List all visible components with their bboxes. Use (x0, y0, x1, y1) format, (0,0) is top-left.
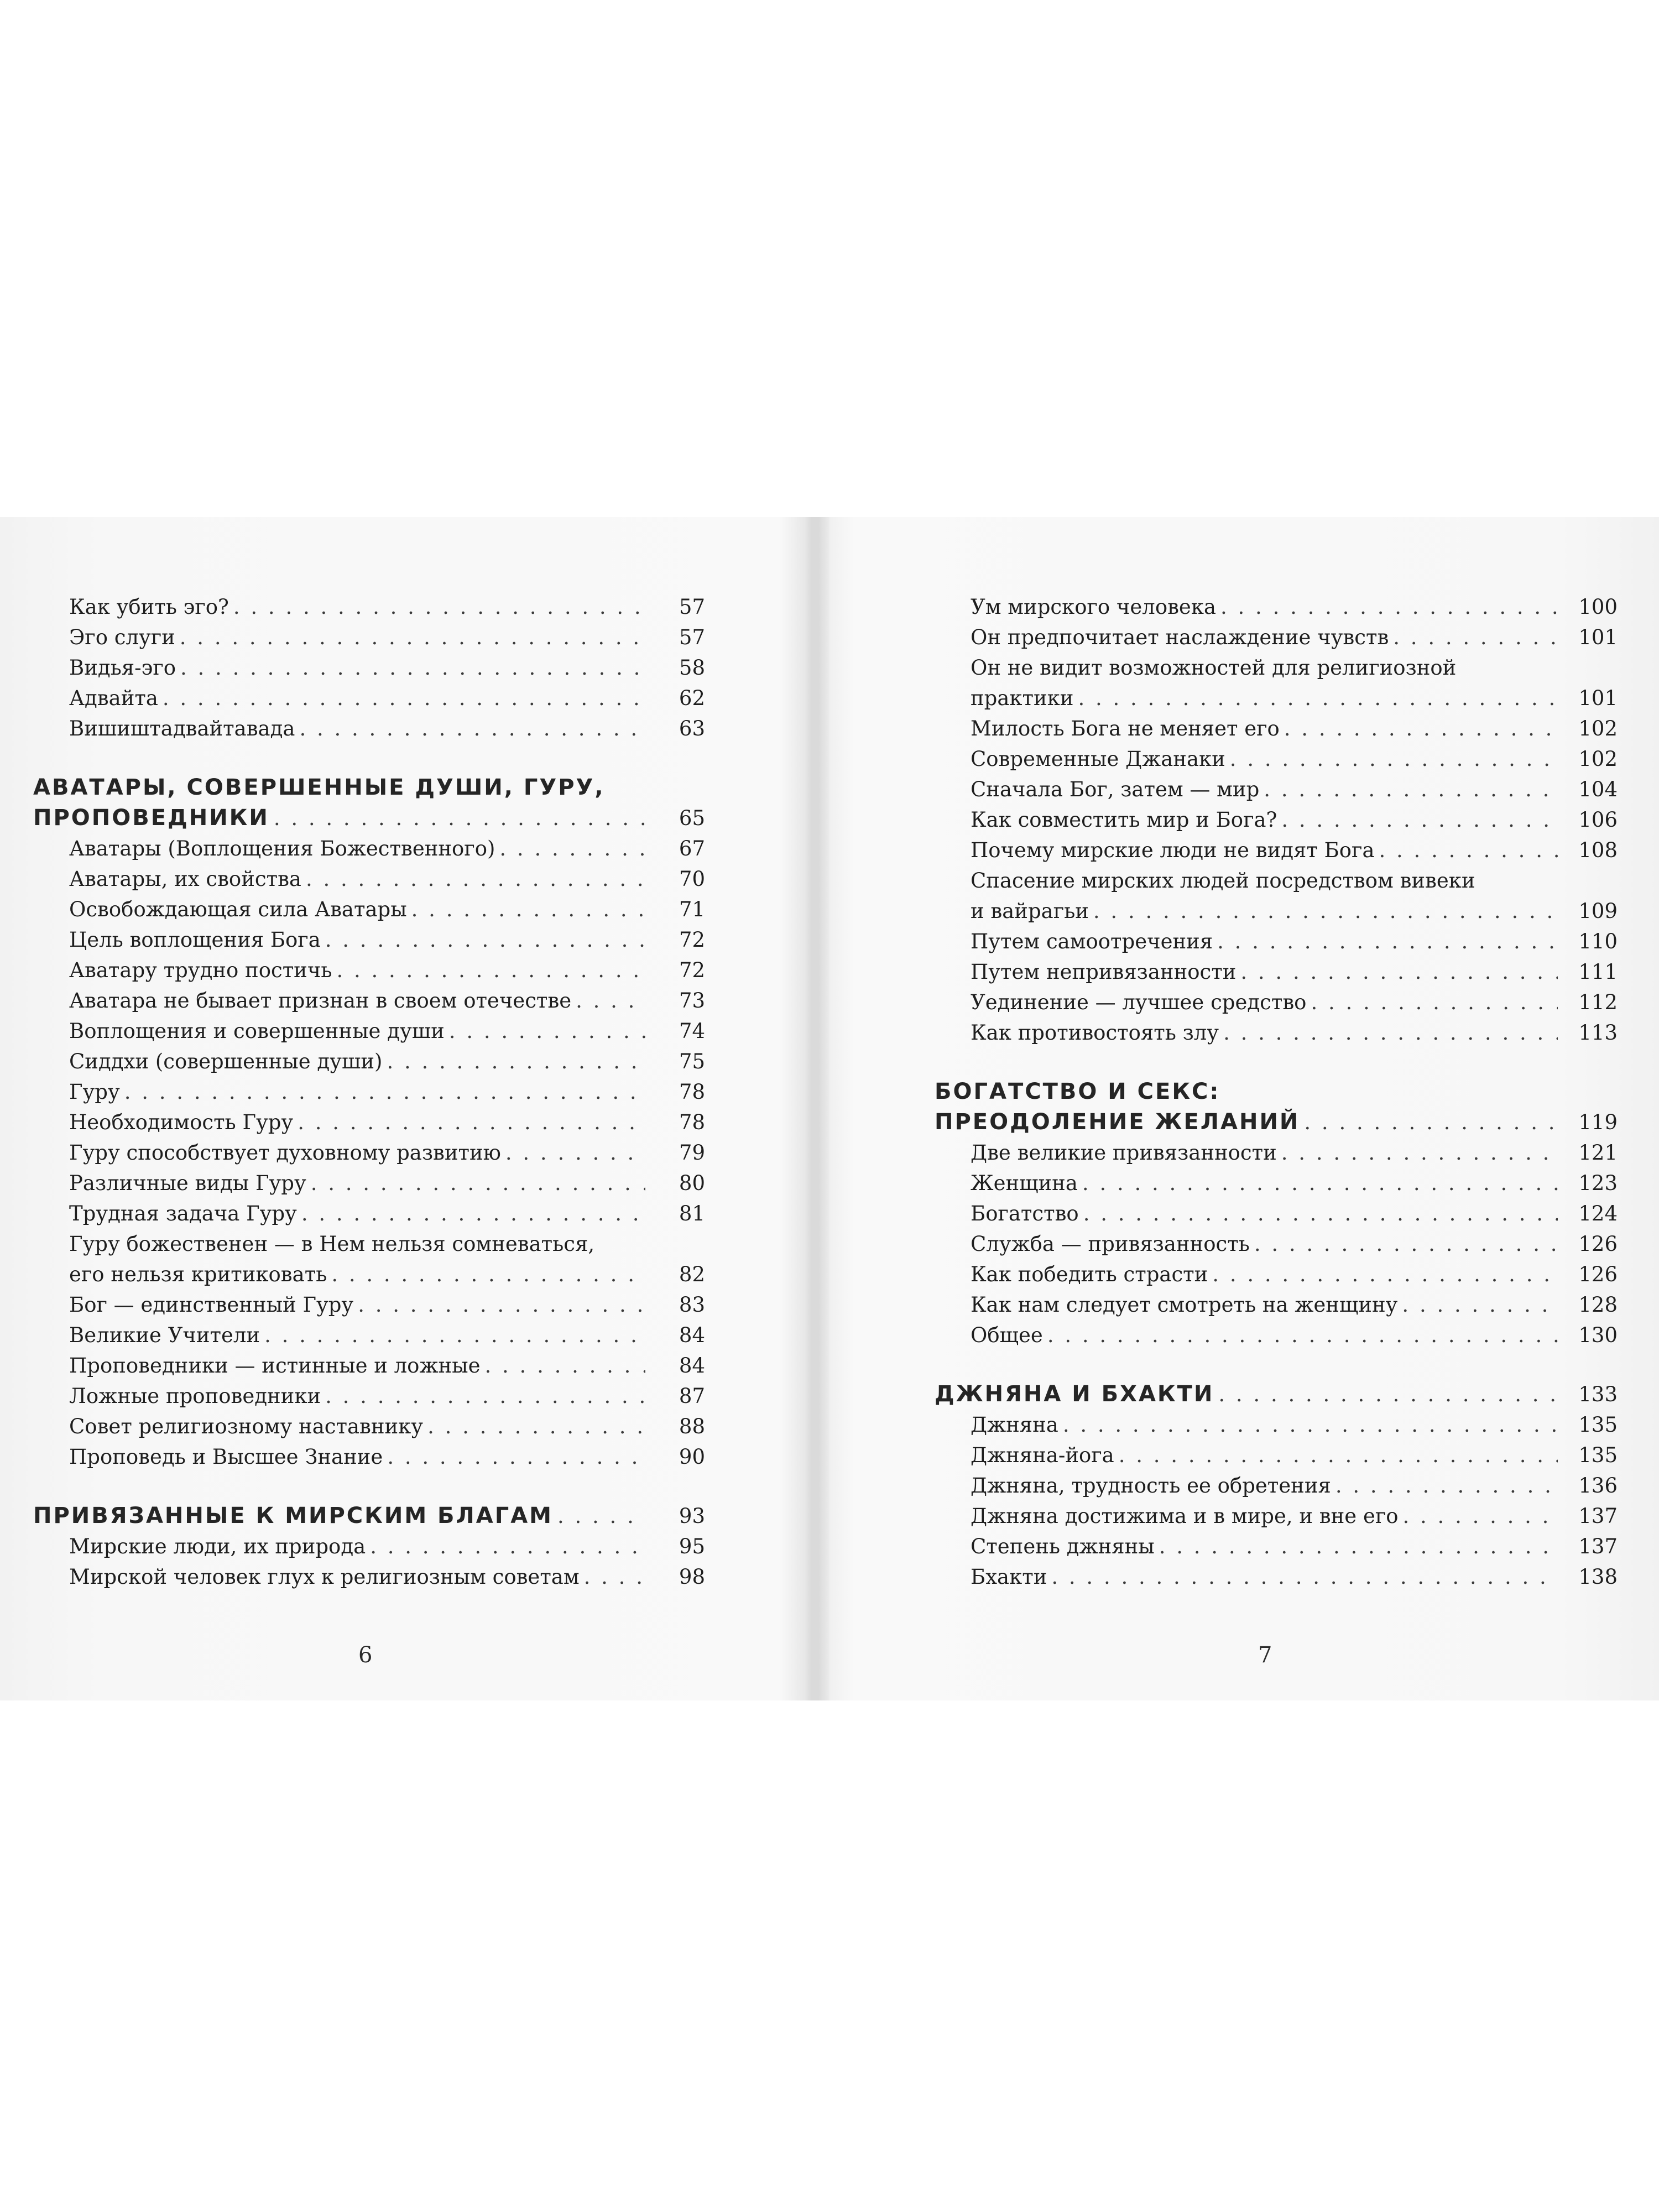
toc-entry-page: 90 (679, 1445, 705, 1469)
toc-entry-title: Две великие привязанности (971, 1141, 1277, 1165)
toc-entry-page: 95 (679, 1535, 705, 1558)
toc-entry (33, 653, 705, 683)
dot-leader (301, 1198, 645, 1229)
dot-leader (1284, 713, 1558, 744)
toc-entry-title: Ложные проповедники (69, 1384, 321, 1408)
dot-leader (311, 1168, 645, 1198)
toc-entry-page: 124 (1578, 1202, 1618, 1225)
toc-entry-page: 57 (679, 625, 705, 649)
toc-entry-page: 101 (1578, 625, 1618, 649)
toc-entry (935, 1320, 1618, 1350)
dot-leader (576, 985, 645, 1016)
dot-leader (1083, 1198, 1558, 1229)
toc-entry-title: Трудная задача Гуру (69, 1202, 297, 1225)
book-fold-shadow (805, 517, 830, 1700)
toc-entry-title: Бхакти (971, 1565, 1047, 1589)
toc-entry-title: Эго слуги (69, 625, 175, 649)
dot-leader (1281, 805, 1558, 835)
toc-entry-page: 101 (1578, 686, 1618, 710)
toc-entry-title: Джняна-йога (971, 1443, 1114, 1467)
dot-leader (1093, 896, 1558, 926)
section-title-line2: ПРОПОВЕДНИКИ (33, 805, 269, 831)
toc-entry-title: Аватару трудно постичь (69, 958, 332, 982)
dot-leader (485, 1350, 646, 1381)
toc-entry-page: 63 (679, 717, 705, 740)
dot-leader (1047, 1320, 1558, 1350)
dot-leader (1223, 1018, 1558, 1048)
toc-entry (33, 1077, 705, 1107)
toc-entry (33, 985, 705, 1016)
toc-entry-page: 113 (1578, 1021, 1618, 1045)
toc-entry-title-line2: практики (971, 686, 1074, 710)
toc-entry (935, 987, 1618, 1018)
toc-entry (33, 1016, 705, 1046)
section-title-line1: АВАТАРЫ, СОВЕРШЕННЫЕ ДУШИ, ГУРУ, (33, 775, 605, 800)
page-number-right: 7 (1258, 1642, 1272, 1668)
dot-leader (370, 1531, 645, 1562)
toc-entry (33, 1198, 705, 1229)
dot-leader (163, 683, 645, 713)
toc-entry (935, 1229, 1618, 1259)
toc-entry (935, 1562, 1618, 1592)
toc-entry-title: Он предпочитает наслаждение чувств (971, 625, 1389, 649)
toc-entry (935, 1501, 1618, 1531)
toc-entry (33, 1411, 705, 1442)
toc-entry-page: 121 (1578, 1141, 1618, 1165)
toc-entry-page: 87 (679, 1384, 705, 1408)
toc-section-entry (33, 803, 705, 833)
dot-leader (358, 1290, 645, 1320)
section-title-line1: БОГАТСТВО И СЕКС: (935, 1079, 1220, 1104)
dot-leader (1393, 622, 1558, 653)
toc-entry-page: 98 (679, 1565, 705, 1589)
toc-entry-title: Уединение — лучшее средство (971, 990, 1307, 1014)
dot-leader (1218, 1379, 1558, 1410)
toc-entry (935, 926, 1618, 957)
toc-entry (33, 622, 705, 653)
toc-entry (935, 1168, 1618, 1198)
toc-entry (33, 1168, 705, 1198)
toc-entry-title: Аватары (Воплощения Божественного) (69, 837, 495, 860)
toc-entry (935, 1470, 1618, 1501)
toc-entry (33, 1350, 705, 1381)
toc-entry (33, 955, 705, 985)
dot-leader (1254, 1229, 1558, 1259)
toc-entry-page: 75 (679, 1050, 705, 1073)
toc-entry-page: 110 (1578, 930, 1618, 953)
toc-entry (33, 833, 705, 864)
toc-entry-page: 82 (679, 1262, 705, 1286)
toc-entry-page: 119 (1578, 1110, 1618, 1134)
dot-leader (299, 713, 645, 744)
toc-entry-title: Гуру способствует духовному развитию (69, 1141, 501, 1165)
toc-entry-title: Мирской человек глух к религиозным советам (69, 1565, 580, 1589)
dot-leader (1159, 1531, 1558, 1562)
dot-leader (180, 622, 645, 653)
dot-leader (1078, 683, 1558, 713)
toc-entry-title: Ум мирского человека (971, 595, 1216, 619)
toc-entry (935, 622, 1618, 653)
toc-entry-page: 102 (1578, 747, 1618, 771)
toc-entry-page: 84 (679, 1323, 705, 1347)
dot-leader (325, 925, 645, 955)
toc-entry (935, 835, 1618, 865)
toc-entry-title: Джняна, трудность ее обретения (971, 1474, 1331, 1498)
dot-leader (298, 1107, 645, 1138)
toc-entry (33, 864, 705, 894)
toc-entry-page: 57 (679, 595, 705, 619)
toc-entry (935, 957, 1618, 987)
toc-entry-title: Адвайта (69, 686, 158, 710)
toc-entry-page: 79 (679, 1141, 705, 1165)
toc-entry-continuation (935, 683, 1618, 713)
dot-leader (233, 592, 645, 622)
dot-leader (1063, 1410, 1558, 1440)
toc-section-entry (935, 1107, 1618, 1138)
toc-entry (33, 1320, 705, 1350)
toc-entry-page: 133 (1578, 1383, 1618, 1406)
dot-leader (1217, 926, 1558, 957)
toc-entry (33, 1138, 705, 1168)
toc-entry-page: 71 (679, 898, 705, 921)
toc-entry (935, 1290, 1618, 1320)
toc-entry-page: 104 (1578, 778, 1618, 801)
toc-entry (935, 774, 1618, 805)
dot-leader (264, 1320, 645, 1350)
toc-entry-page: 123 (1578, 1171, 1618, 1195)
toc-entry-title: Проповедники — истинные и ложные (69, 1354, 481, 1378)
toc-entry-title-line2: и вайрагьи (971, 899, 1089, 923)
dot-leader (387, 1442, 645, 1472)
toc-left-page (33, 592, 705, 1592)
dot-leader (1311, 987, 1558, 1018)
dot-leader (1212, 1259, 1558, 1290)
toc-entry-title: Бог — единственный Гуру (69, 1293, 354, 1317)
toc-entry-page: 100 (1578, 595, 1618, 619)
dot-leader (505, 1138, 645, 1168)
toc-entry-title: Как победить страсти (971, 1262, 1208, 1286)
toc-right-page (935, 592, 1618, 1592)
toc-entry-page: 70 (679, 867, 705, 891)
toc-entry-page: 62 (679, 686, 705, 710)
toc-entry-title: Как совместить мир и Бога? (971, 808, 1277, 832)
toc-entry-title: Общее (971, 1323, 1043, 1347)
dot-leader (325, 1381, 645, 1411)
dot-leader (1335, 1470, 1558, 1501)
toc-entry-title: Различные виды Гуру (69, 1171, 306, 1195)
toc-entry-page: 135 (1578, 1413, 1618, 1437)
toc-entry-page: 74 (679, 1019, 705, 1043)
toc-entry (33, 894, 705, 925)
toc-entry-page: 102 (1578, 717, 1618, 740)
toc-entry-page: 137 (1578, 1535, 1618, 1558)
toc-entry-title-line2: его нельзя критиковать (69, 1262, 327, 1286)
dot-leader (336, 955, 645, 985)
toc-entry-page: 65 (679, 806, 705, 830)
toc-entry-title: Аватары, их свойства (69, 867, 301, 891)
dot-leader (499, 833, 645, 864)
toc-entry-page: 126 (1578, 1232, 1618, 1256)
section-title: ДЖНЯНА И БХАКТИ (935, 1381, 1214, 1407)
dot-leader (1119, 1440, 1558, 1470)
toc-entry-page: 72 (679, 928, 705, 952)
toc-entry (935, 713, 1618, 744)
toc-entry-page: 80 (679, 1171, 705, 1195)
dot-leader (387, 1046, 645, 1077)
toc-entry (935, 805, 1618, 835)
toc-entry-page: 88 (679, 1415, 705, 1438)
toc-entry (33, 592, 705, 622)
toc-entry-page: 72 (679, 958, 705, 982)
dot-leader (1403, 1501, 1558, 1531)
dot-leader (1230, 744, 1558, 774)
dot-leader (306, 864, 645, 894)
toc-entry-page: 84 (679, 1354, 705, 1378)
toc-entry-title: Путем непривязанности (971, 960, 1237, 984)
toc-entry (935, 1440, 1618, 1470)
toc-entry-title: Как нам следует смотреть на женщину (971, 1293, 1398, 1317)
dot-leader (1281, 1138, 1558, 1168)
toc-entry-page: 58 (679, 656, 705, 680)
toc-entry (935, 1018, 1618, 1048)
toc-entry-title-line1: Он не видит возможностей для религиозной (971, 656, 1457, 680)
toc-entry-page: 81 (679, 1202, 705, 1225)
toc-entry (935, 653, 1618, 683)
dot-leader (1304, 1107, 1558, 1138)
toc-entry-page: 137 (1578, 1504, 1618, 1528)
toc-entry (33, 1046, 705, 1077)
toc-entry-page: 106 (1578, 808, 1618, 832)
toc-entry-title: Видья-эго (69, 656, 176, 680)
toc-entry-page: 130 (1578, 1323, 1618, 1347)
dot-leader (180, 653, 645, 683)
toc-entry (935, 1198, 1618, 1229)
toc-entry-title: Аватара не бывает признан в своем отечестве (69, 989, 572, 1013)
dot-leader (1402, 1290, 1558, 1320)
dot-leader (274, 803, 645, 833)
toc-entry-title: Сиддхи (совершенные души) (69, 1050, 383, 1073)
toc-entry-page: 78 (679, 1080, 705, 1104)
dot-leader (411, 894, 645, 925)
toc-entry-title: Как противостоять злу (971, 1021, 1219, 1045)
toc-entry-continuation (935, 896, 1618, 926)
dot-leader (449, 1016, 645, 1046)
toc-entry-page: 108 (1578, 838, 1618, 862)
toc-section-heading (33, 773, 705, 803)
dot-leader (124, 1077, 645, 1107)
toc-entry-page: 138 (1578, 1565, 1618, 1589)
toc-section-heading (935, 1077, 1618, 1107)
toc-entry (935, 592, 1618, 622)
section-title: ПРИВЯЗАННЫЕ К МИРСКИМ БЛАГАМ (33, 1503, 553, 1528)
dot-leader (1051, 1562, 1558, 1592)
toc-entry-page: 126 (1578, 1262, 1618, 1286)
toc-entry (33, 713, 705, 744)
toc-entry-page: 83 (679, 1293, 705, 1317)
toc-entry-title: Гуру (69, 1080, 120, 1104)
dot-leader (1264, 774, 1558, 805)
toc-entry-title: Освобождающая сила Аватары (69, 898, 407, 921)
toc-entry-title: Как убить эго? (69, 595, 229, 619)
page-number-left: 6 (358, 1642, 373, 1668)
toc-entry-title: Цель воплощения Бога (69, 928, 321, 952)
toc-entry (33, 1442, 705, 1472)
toc-entry-title: Вишиштадвайтавада (69, 717, 295, 740)
toc-entry (935, 865, 1618, 896)
toc-entry-title: Богатство (971, 1202, 1079, 1225)
dot-leader (1379, 835, 1558, 865)
toc-section-entry (33, 1501, 705, 1531)
toc-entry-title-line1: Спасение мирских людей посредством вивеки (971, 869, 1475, 893)
toc-entry (33, 1290, 705, 1320)
toc-entry-title: Милость Бога не меняет его (971, 717, 1280, 740)
dot-leader (1240, 957, 1558, 987)
toc-entry (935, 1410, 1618, 1440)
toc-entry-title: Джняна (971, 1413, 1058, 1437)
dot-leader (1082, 1168, 1558, 1198)
toc-entry-title: Совет религиозному наставнику (69, 1415, 424, 1438)
toc-entry (33, 683, 705, 713)
toc-entry (935, 1259, 1618, 1290)
toc-entry-title: Почему мирские люди не видят Бога (971, 838, 1375, 862)
toc-entry-title: Сначала Бог, затем — мир (971, 778, 1260, 801)
toc-entry (33, 1229, 705, 1259)
toc-entry-title: Необходимость Гуру (69, 1110, 294, 1134)
toc-entry-title-line1: Гуру божественен — в Нем нельзя сомневаться, (69, 1232, 595, 1256)
toc-entry-title: Современные Джанаки (971, 747, 1225, 771)
toc-entry-page: 78 (679, 1110, 705, 1134)
dot-leader (331, 1259, 645, 1290)
toc-entry-page: 111 (1578, 960, 1618, 984)
toc-section-entry (935, 1379, 1618, 1410)
toc-entry-title: Путем самоотречения (971, 930, 1213, 953)
toc-entry (33, 925, 705, 955)
dot-leader (427, 1411, 645, 1442)
toc-entry-page: 136 (1578, 1474, 1618, 1498)
toc-entry-page: 112 (1578, 990, 1618, 1014)
toc-entry-title: Проповедь и Высшее Знание (69, 1445, 383, 1469)
toc-entry (33, 1562, 705, 1592)
toc-entry (33, 1531, 705, 1562)
toc-entry-title: Мирские люди, их природа (69, 1535, 366, 1558)
toc-entry-page: 67 (679, 837, 705, 860)
toc-entry-title: Служба — привязанность (971, 1232, 1250, 1256)
toc-entry-title: Степень джняны (971, 1535, 1155, 1558)
toc-entry-title: Женщина (971, 1171, 1078, 1195)
toc-entry-page: 109 (1578, 899, 1618, 923)
dot-leader (584, 1562, 645, 1592)
toc-entry-title: Великие Учители (69, 1323, 260, 1347)
toc-entry (935, 1531, 1618, 1562)
toc-entry-title: Джняна достижима и в мире, и вне его (971, 1504, 1399, 1528)
toc-entry (935, 744, 1618, 774)
toc-entry (935, 1138, 1618, 1168)
toc-entry-page: 93 (679, 1504, 705, 1528)
section-title-line2: ПРЕОДОЛЕНИЕ ЖЕЛАНИЙ (935, 1109, 1300, 1135)
toc-entry (33, 1107, 705, 1138)
toc-entry-continuation (33, 1259, 705, 1290)
toc-entry-page: 128 (1578, 1293, 1618, 1317)
dot-leader (557, 1501, 645, 1531)
toc-entry-title: Воплощения и совершенные души (69, 1019, 445, 1043)
toc-entry (33, 1381, 705, 1411)
dot-leader (1220, 592, 1558, 622)
toc-entry-page: 73 (679, 989, 705, 1013)
toc-entry-page: 135 (1578, 1443, 1618, 1467)
